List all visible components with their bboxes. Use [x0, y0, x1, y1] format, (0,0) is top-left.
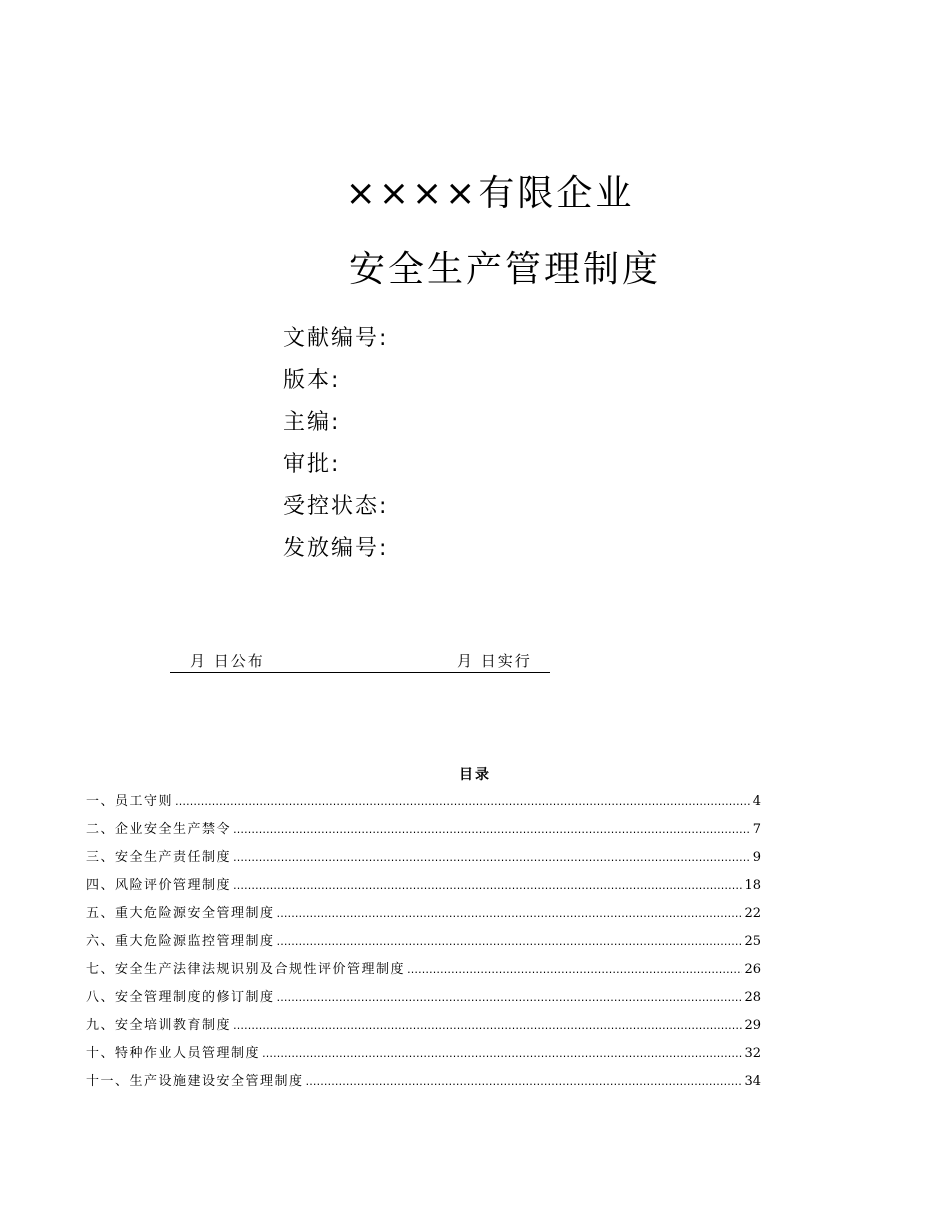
toc-item-label: 四、风险评价管理制度 [86, 878, 232, 893]
toc-leader-dots [233, 816, 751, 844]
field-version: 版本: [283, 368, 341, 393]
toc-item[interactable] [86, 956, 761, 984]
date-line [170, 648, 550, 673]
field-distribution-number: 发放编号: [283, 536, 389, 561]
toc-item-page: 22 [744, 906, 761, 921]
toc-item-label: 七、安全生产法律法规识别及合规性评价管理制度 [86, 962, 406, 977]
toc-item-label: 五、重大危险源安全管理制度 [86, 906, 275, 921]
field-control-status: 受控状态: [283, 494, 389, 519]
toc-leader-dots [262, 1040, 742, 1068]
toc-item-label: 八、安全管理制度的修订制度 [86, 990, 275, 1005]
toc-item[interactable] [86, 788, 761, 816]
toc-item-page: 25 [744, 934, 761, 949]
toc-item-label: 六、重大危险源监控管理制度 [86, 934, 275, 949]
toc-leader-dots [407, 956, 742, 984]
toc-item-page: 4 [752, 794, 761, 809]
toc-leader-dots [233, 1012, 742, 1040]
toc-item-page: 26 [744, 962, 761, 977]
toc-item-page: 34 [744, 1074, 761, 1089]
toc-item-label: 九、安全培训教育制度 [86, 1018, 232, 1033]
toc-item[interactable] [86, 1068, 761, 1096]
toc-item-label: 十一、生产设施建设安全管理制度 [86, 1074, 304, 1089]
toc-leader-dots [233, 872, 742, 900]
toc-item[interactable] [86, 900, 761, 928]
toc-item-page: 29 [744, 1018, 761, 1033]
toc-item-page: 9 [752, 850, 761, 865]
toc-item[interactable] [86, 984, 761, 1012]
toc-item[interactable] [86, 1012, 761, 1040]
toc-item[interactable] [86, 872, 761, 900]
toc-item-page: 7 [752, 822, 761, 837]
toc-item[interactable] [86, 844, 761, 872]
document-title: 安全生产管理制度 [348, 249, 661, 291]
company-name-title: ××××有限企业 [345, 173, 635, 215]
toc-item-label: 三、安全生产责任制度 [86, 850, 232, 865]
toc-item[interactable] [86, 928, 761, 956]
field-approval: 审批: [283, 452, 341, 477]
toc-item-label: 一、员工守则 [86, 794, 174, 809]
toc-leader-dots [277, 900, 743, 928]
table-of-contents [86, 788, 761, 1096]
toc-leader-dots [306, 1068, 743, 1096]
toc-heading: 目录 [459, 767, 491, 783]
field-editor: 主编: [283, 410, 341, 435]
toc-leader-dots [233, 844, 751, 872]
toc-item[interactable] [86, 816, 761, 844]
toc-item-page: 18 [744, 878, 761, 893]
publish-date: 月 日公布 [190, 652, 265, 670]
toc-leader-dots [277, 928, 743, 956]
toc-item-label: 十、特种作业人员管理制度 [86, 1046, 261, 1061]
toc-item[interactable] [86, 1040, 761, 1068]
toc-item-page: 28 [744, 990, 761, 1005]
effective-date: 月 日实行 [457, 652, 532, 670]
toc-item-page: 32 [744, 1046, 761, 1061]
toc-item-label: 二、企业安全生产禁令 [86, 822, 232, 837]
toc-leader-dots [277, 984, 743, 1012]
toc-leader-dots [175, 788, 751, 816]
field-document-number: 文献编号: [283, 326, 389, 351]
document-info-fields [283, 318, 388, 570]
